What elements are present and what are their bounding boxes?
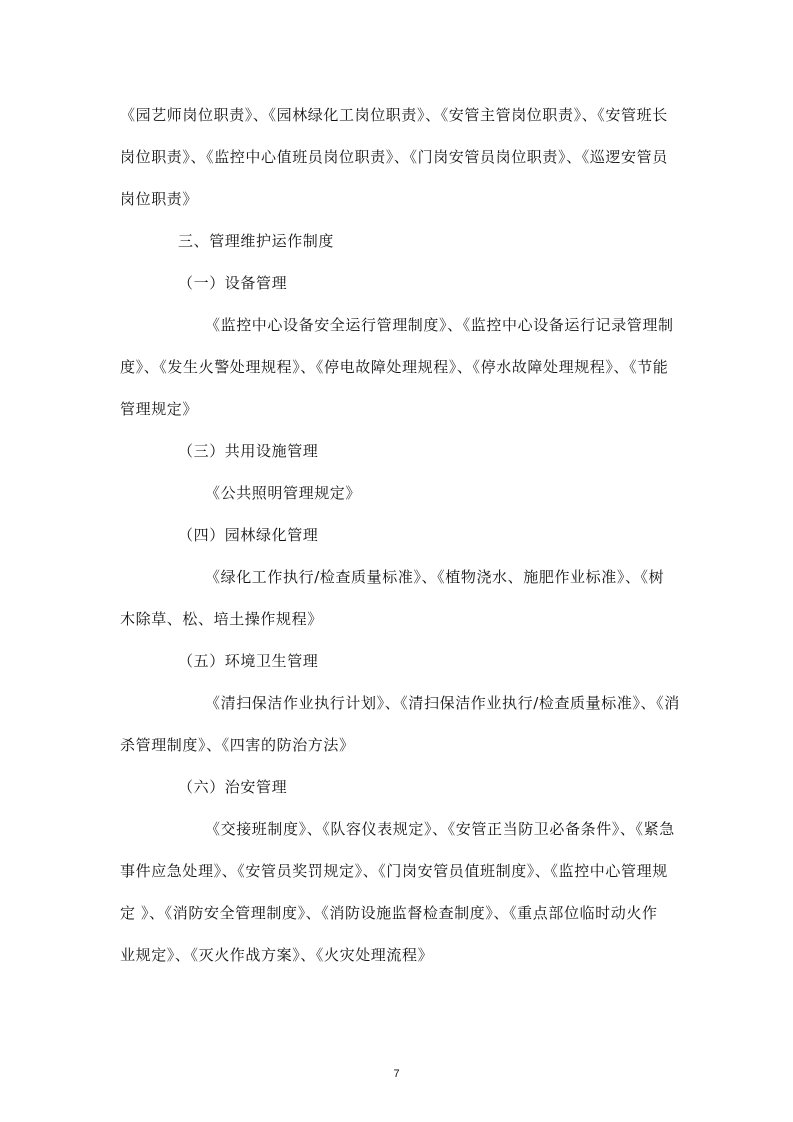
paragraph-line: 定 》、《消防安全管理制度》、《消防设施监督检查制度》、《重点部位临时动火作 <box>120 904 658 922</box>
section-heading: 三、管理维护运作制度 <box>178 232 335 250</box>
subsection-heading: （四）园林绿化管理 <box>178 526 319 544</box>
paragraph-line: 木除草、松、培土操作规程》 <box>120 610 323 628</box>
subsection-heading: （五）环境卫生管理 <box>178 652 319 670</box>
paragraph-line: 岗位职责》 <box>120 190 199 208</box>
paragraph-line: 岗位职责》、《监控中心值班员岗位职责》、《门岗安管员岗位职责》、《巡逻安管员 <box>120 148 668 166</box>
paragraph-line: 《绿化工作执行/检查质量标准》、《植物浇水、施肥作业标准》、《树 <box>205 568 665 586</box>
subsection-heading: （六）治安管理 <box>178 778 288 796</box>
paragraph-line: 《清扫保洁作业执行计划》、《清扫保洁作业执行/检查质量标准》、《消 <box>205 694 680 712</box>
subsection-heading: （一）设备管理 <box>178 274 288 292</box>
paragraph-line: 事件应急处理》、《安管员奖罚规定》、《门岗安管员值班制度》、《监控中心管理规 <box>120 862 668 880</box>
paragraph-line: 《园艺师岗位职责》、《园林绿化工岗位职责》、《安管主管岗位职责》、《安管班长 <box>120 106 668 124</box>
paragraph-line: 管理规定》 <box>120 400 199 418</box>
paragraph-line: 度》、《发生火警处理规程》、《停电故障处理规程》、《停水故障处理规程》、《节能 <box>120 358 669 376</box>
subsection-heading: （三）共用设施管理 <box>178 442 319 460</box>
paragraph-line: 业规定》、《灭火作战方案》、《火灾处理流程》 <box>120 946 434 964</box>
paragraph-line: 《交接班制度》、《队容仪表规定》、《安管正当防卫必备条件》、《紧急 <box>205 820 675 838</box>
paragraph-line: 《公共照明管理规定》 <box>205 484 362 502</box>
paragraph-line: 杀管理制度》、《四害的防治方法》 <box>120 736 355 754</box>
page-number: 7 <box>393 1068 400 1080</box>
paragraph-line: 《监控中心设备安全运行管理制度》、《监控中心设备运行记录管理制 <box>205 316 674 334</box>
